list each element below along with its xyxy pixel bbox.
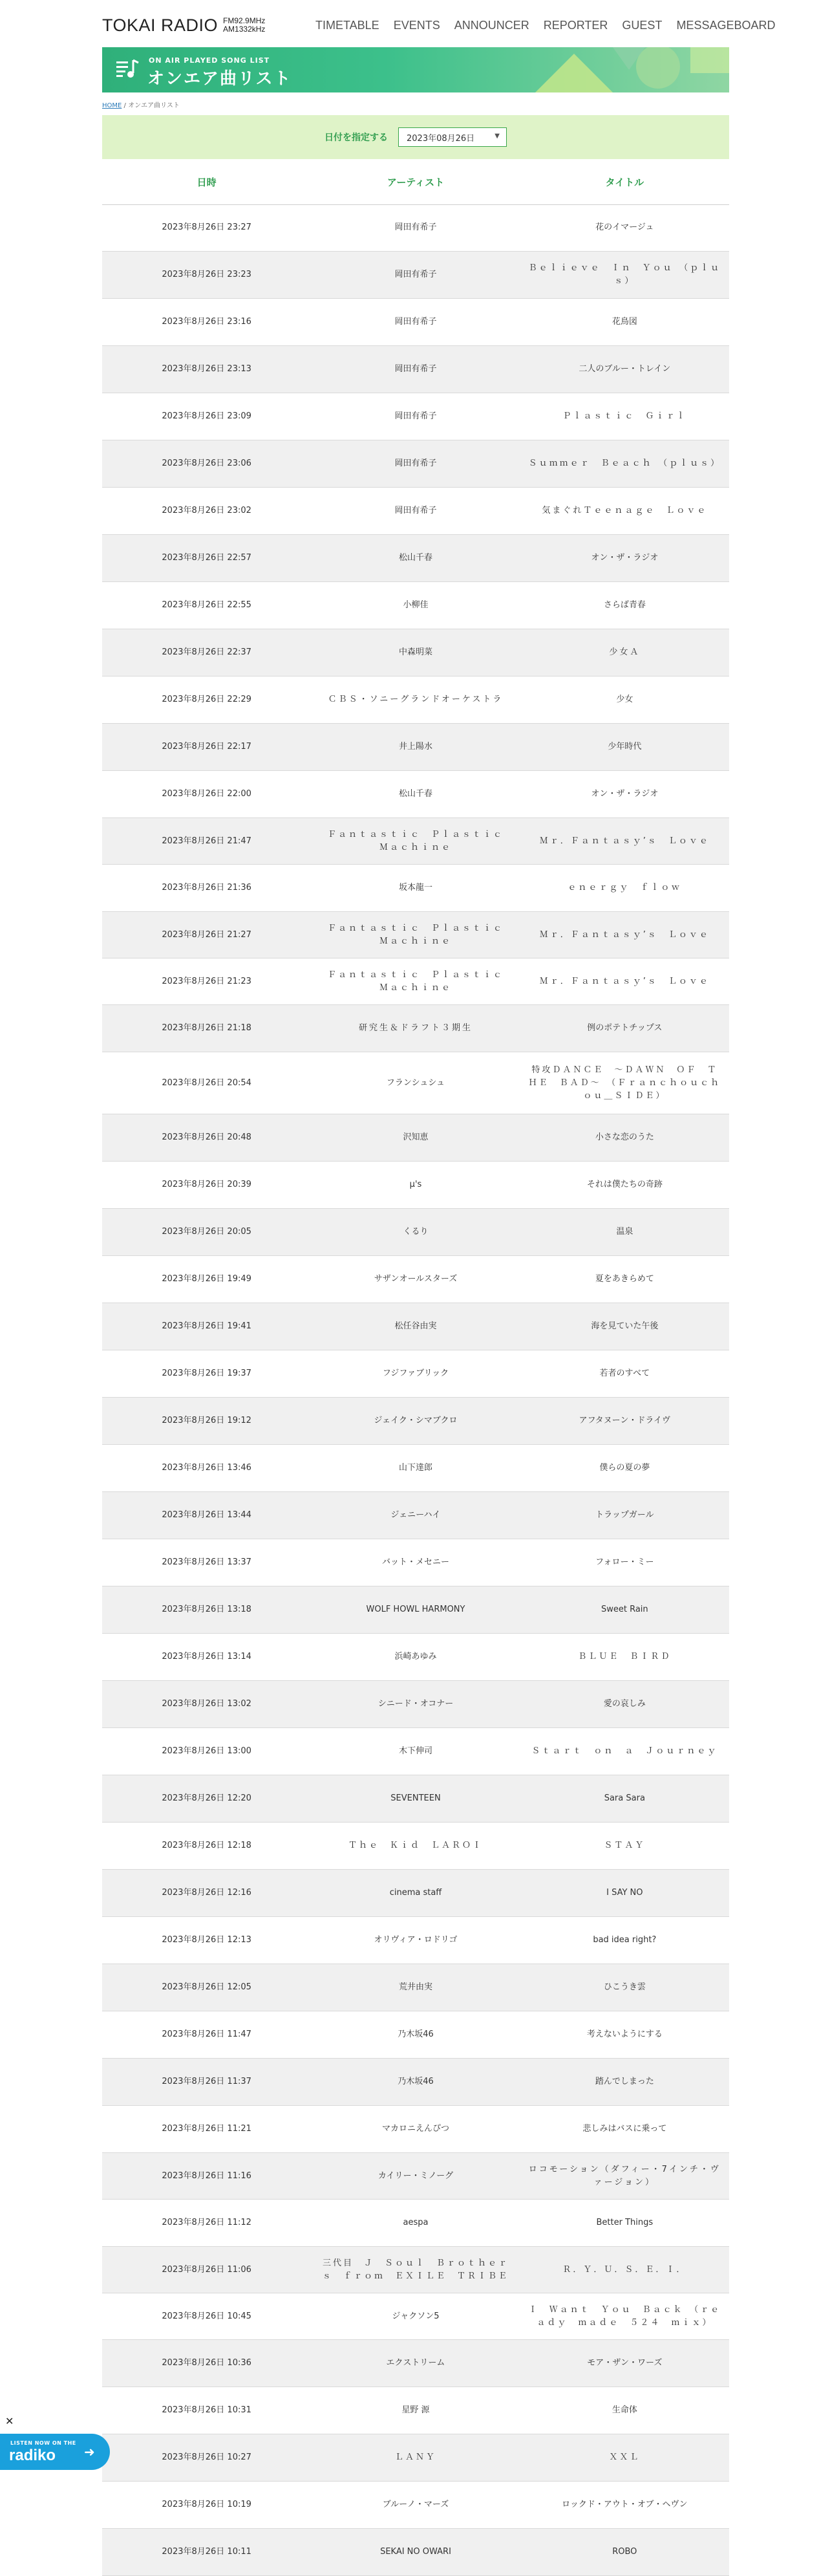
cell-datetime: 2023年8月26日 11:37 <box>162 2077 251 2086</box>
cell-title: 生命体 <box>612 2405 637 2415</box>
cell-artist: シニード・オコナー <box>378 1699 454 1709</box>
table-row <box>102 440 729 488</box>
cell-datetime: 2023年8月26日 10:45 <box>162 2311 251 2321</box>
cell-artist: Ｆａｎｔａｓｔｉｃ Ｐｌａｓｔｉｃ Ｍａｃｈｉｎｅ <box>327 829 515 852</box>
cell-datetime: 2023年8月26日 22:17 <box>162 742 251 752</box>
table-row <box>102 2153 729 2200</box>
cell-artist: 岡田有希子 <box>394 317 437 327</box>
breadcrumb-current: オンエア曲リスト <box>128 102 180 109</box>
cell-datetime: 2023年8月26日 12:13 <box>162 1935 251 1945</box>
table-row <box>102 771 729 818</box>
cell-artist: ジャクソン5 <box>392 2311 440 2321</box>
cell-title: 少年時代 <box>608 742 642 752</box>
cell-datetime: 2023年8月26日 10:11 <box>162 2547 251 2557</box>
table-row <box>102 1823 729 1870</box>
cell-artist: 研究生＆ドラフト３期生 <box>358 1023 473 1033</box>
date-select[interactable] <box>398 127 507 147</box>
cell-title: I SAY NO <box>606 1888 643 1898</box>
cell-datetime: 2023年8月26日 10:36 <box>162 2358 251 2368</box>
cell-datetime: 2023年8月26日 21:27 <box>162 929 251 940</box>
cell-title: Ｍｒ．Ｆａｎｔａｓｙ’ｓ Ｌｏｖｅ <box>539 929 710 940</box>
cell-title: アフタヌーン・ドライヴ <box>579 1416 671 1425</box>
cell-artist: 星野 源 <box>401 2405 430 2415</box>
table-row <box>102 1162 729 1209</box>
cell-datetime: 2023年8月26日 20:54 <box>162 1077 251 1088</box>
cell-datetime: 2023年8月26日 23:13 <box>162 364 251 374</box>
table-row <box>102 393 729 440</box>
table-row <box>102 535 729 582</box>
cell-artist: ジェイク・シマブクロ <box>374 1416 458 1425</box>
cell-artist: くるり <box>403 1227 429 1237</box>
cell-datetime: 2023年8月26日 23:02 <box>162 506 251 515</box>
table-row <box>102 724 729 771</box>
date-filter-bar <box>102 115 729 159</box>
cell-title: 海を見ていた午後 <box>591 1321 659 1331</box>
table-row <box>102 2482 729 2529</box>
table-row <box>102 1681 729 1728</box>
cell-artist: aespa <box>403 2218 429 2227</box>
logo-freq-fm: FM92.9MHz <box>223 16 266 25</box>
table-row <box>102 1209 729 1256</box>
banner-decoration <box>496 47 729 92</box>
cell-datetime: 2023年8月26日 13:02 <box>162 1699 251 1709</box>
cell-title: フォロー・ミー <box>595 1557 654 1567</box>
cell-datetime: 2023年8月26日 13:00 <box>162 1746 251 1756</box>
site-logo[interactable] <box>102 12 265 39</box>
table-row <box>102 818 729 865</box>
cell-artist: エクストリーム <box>386 2358 445 2368</box>
cell-datetime: 2023年8月26日 22:57 <box>162 553 251 563</box>
cell-artist: フジファブリック <box>382 1369 449 1378</box>
cell-title: それは僕たちの奇跡 <box>586 1180 663 1189</box>
cell-datetime: 2023年8月26日 11:06 <box>162 2264 251 2275</box>
table-row <box>102 1539 729 1586</box>
cell-artist: Ｆａｎｔａｓｔｉｃ Ｐｌａｓｔｉｃ Ｍａｃｈｉｎｅ <box>327 923 515 946</box>
cell-datetime: 2023年8月26日 10:27 <box>162 2452 251 2462</box>
main-nav <box>315 12 775 39</box>
table-row <box>102 2200 729 2247</box>
cell-artist: オリヴィア・ロドリゴ <box>374 1935 458 1945</box>
table-row <box>102 1964 729 2011</box>
cell-artist: 岡田有希子 <box>394 506 437 515</box>
radiko-button[interactable] <box>0 2434 110 2470</box>
cell-title: オン・ザ・ラジオ <box>591 789 659 799</box>
music-list-icon <box>115 56 141 82</box>
cell-artist: 松山千春 <box>398 553 432 563</box>
cell-datetime: 2023年8月26日 19:12 <box>162 1416 251 1425</box>
cell-artist: 乃木坂46 <box>398 2077 434 2086</box>
cell-title: 二人のブルー・トレイン <box>579 364 671 374</box>
nav-announcer[interactable]: ANNOUNCER <box>454 18 529 32</box>
table-row <box>102 2434 729 2482</box>
cell-title: Ｐｌａｓｔｉｃ Ｇｉｒｌ <box>562 411 687 421</box>
onair-banner <box>102 47 729 92</box>
cell-title: 踏んでしまった <box>595 2077 654 2086</box>
table-row <box>102 1005 729 1052</box>
cell-datetime: 2023年8月26日 13:46 <box>162 1463 251 1473</box>
cell-datetime: 2023年8月26日 23:23 <box>162 270 251 279</box>
table-row <box>102 1870 729 1917</box>
cell-artist: Ｆａｎｔａｓｔｉｃ Ｐｌａｓｔｉｃ Ｍａｃｈｉｎｅ <box>327 969 515 993</box>
table-row <box>102 2106 729 2153</box>
table-row <box>102 1917 729 1964</box>
cell-artist: 岡田有希子 <box>394 411 437 421</box>
table-row <box>102 252 729 299</box>
chevron-down-icon: ▼ <box>495 133 500 140</box>
table-row <box>102 1586 729 1634</box>
table-row <box>102 1445 729 1492</box>
cell-artist: 小柳佳 <box>403 600 429 610</box>
column-header-artist: アーティスト <box>387 176 445 188</box>
cell-artist: サザンオールスターズ <box>374 1274 458 1284</box>
table-row <box>102 676 729 724</box>
cell-artist: カイリー・ミノーグ <box>378 2170 454 2181</box>
table-row <box>102 582 729 629</box>
table-row <box>102 1256 729 1303</box>
cell-artist: 乃木坂46 <box>398 2029 434 2039</box>
cell-title: ROBO <box>612 2547 637 2557</box>
cell-datetime: 2023年8月26日 12:16 <box>162 1888 251 1898</box>
table-row <box>102 2011 729 2059</box>
cell-artist: 岡田有希子 <box>394 459 437 468</box>
cell-artist: 岡田有希子 <box>394 364 437 374</box>
cell-datetime: 2023年8月26日 19:41 <box>162 1321 251 1331</box>
cell-datetime: 2023年8月26日 12:20 <box>162 1793 251 1803</box>
cell-datetime: 2023年8月26日 23:16 <box>162 317 251 327</box>
table-row <box>102 2059 729 2106</box>
cell-title: Ｓｔａｒｔ ｏｎ ａ Ｊｏｕｒｎｅｙ <box>531 1746 718 1756</box>
cell-datetime: 2023年8月26日 11:47 <box>162 2029 251 2039</box>
nav-guest[interactable]: GUEST <box>622 18 663 32</box>
table-row <box>102 958 729 1005</box>
cell-title: Sweet Rain <box>601 1605 648 1614</box>
cell-title: 僕らの夏の夢 <box>599 1463 650 1473</box>
cell-datetime: 2023年8月26日 23:06 <box>162 459 251 468</box>
cell-datetime: 2023年8月26日 20:48 <box>162 1132 251 1142</box>
table-row <box>102 1350 729 1398</box>
cell-artist: 荒井由実 <box>398 1982 432 1992</box>
logo-frequency <box>223 17 265 34</box>
cell-title: 気まぐれＴｅｅｎａｇｅ Ｌｏｖｅ <box>542 506 708 515</box>
arrow-right-icon: ➜ <box>84 2444 95 2460</box>
nav-messageboard[interactable]: MESSAGEBOARD <box>676 18 776 32</box>
cell-artist: 松任谷由実 <box>394 1321 437 1331</box>
cell-artist: 三代目 Ｊ Ｓｏｕｌ Ｂｒｏｔｈｅｒｓ ｆｒｏｍ ＥＸＩＬＥ ＴＲＩＢＥ <box>322 2258 509 2281</box>
table-header <box>102 159 729 205</box>
cell-title: Ｓｕｍｍｅｒ Ｂｅａｃｈ （ｐｌｕｓ） <box>528 459 721 468</box>
cell-artist: ＬＡＮＹ <box>394 2452 436 2462</box>
cell-artist: ジェニーハイ <box>390 1510 441 1520</box>
date-filter-label: 日付を指定する <box>325 133 388 143</box>
table-row <box>102 629 729 676</box>
cell-title: 花のイマージュ <box>595 222 654 232</box>
cell-title: 愛の哀しみ <box>603 1699 646 1709</box>
cell-title: 考えないようにする <box>586 2029 663 2039</box>
cell-title: 花鳥図 <box>612 317 637 327</box>
cell-artist: 山下達郎 <box>398 1463 432 1473</box>
cell-artist: Ｔｈｅ Ｋｉｄ ＬＡＲＯＩ <box>348 1841 483 1850</box>
breadcrumb-separator: / <box>123 102 126 109</box>
table-row <box>102 1114 729 1162</box>
table-row <box>102 1398 729 1445</box>
cell-artist: 井上陽水 <box>398 742 432 752</box>
cell-artist: 浜崎あゆみ <box>394 1652 437 1661</box>
cell-datetime: 2023年8月26日 11:12 <box>162 2218 251 2227</box>
cell-title: Ｉ Ｗａｎｔ Ｙｏｕ Ｂａｃｋ （ｒｅａｄｙ ｍａｄｅ ５２４ ｍｉｘ） <box>528 2304 721 2328</box>
song-table-body <box>102 204 729 2576</box>
date-select-value: 2023年08月26日 <box>407 133 475 144</box>
cell-title: さらば青春 <box>603 600 646 610</box>
table-row <box>102 1492 729 1539</box>
cell-datetime: 2023年8月26日 22:29 <box>162 695 251 704</box>
cell-datetime: 2023年8月26日 13:37 <box>162 1557 251 1567</box>
cell-title: Ｍｒ．Ｆａｎｔａｓｙ’ｓ Ｌｏｖｅ <box>539 836 710 846</box>
cell-artist: バット・メセニー <box>381 1557 449 1567</box>
cell-title: ＸＸＬ <box>609 2452 641 2462</box>
cell-datetime: 2023年8月26日 10:19 <box>162 2500 251 2509</box>
cell-datetime: 2023年8月26日 19:37 <box>162 1369 251 1378</box>
table-row <box>102 2247 729 2293</box>
cell-artist: ブルーノ・マーズ <box>382 2500 449 2509</box>
cell-artist: ＣＢＳ・ソニーグランドオーケストラ <box>328 695 504 704</box>
cell-artist: 坂本龍一 <box>398 883 432 893</box>
cell-title: 少女Ａ <box>609 647 641 657</box>
table-row <box>102 1052 729 1114</box>
cell-artist: 中森明菜 <box>398 647 432 657</box>
table-row <box>102 1634 729 1681</box>
radiko-caption: LISTEN NOW ON THE <box>10 2440 76 2446</box>
nav-reporter[interactable]: REPORTER <box>543 18 608 32</box>
cell-artist: 沢知恵 <box>403 1132 429 1142</box>
cell-datetime: 2023年8月26日 23:09 <box>162 411 251 421</box>
close-icon[interactable]: ✕ <box>5 2415 14 2427</box>
cell-title: 例のポテトチップス <box>587 1023 663 1033</box>
banner-subtitle: ON AIR PLAYED SONG LIST <box>149 56 270 65</box>
cell-title: Sara Sara <box>604 1793 645 1803</box>
table-row <box>102 2293 729 2340</box>
cell-datetime: 2023年8月26日 21:36 <box>162 883 251 893</box>
breadcrumb-home[interactable]: HOME <box>102 102 122 109</box>
cell-datetime: 2023年8月26日 22:37 <box>162 647 251 657</box>
cell-datetime: 2023年8月26日 21:47 <box>162 836 251 846</box>
cell-title: 小さな恋のうた <box>595 1132 654 1142</box>
radiko-logo: radiko <box>9 2447 56 2464</box>
cell-title: ｅｎｅｒｇｙ ｆｌｏｗ <box>568 883 682 893</box>
cell-title: 悲しみはバスに乗って <box>582 2124 667 2134</box>
cell-title: Ｒ．Ｙ．Ｕ．Ｓ．Ｅ．Ｉ． <box>562 2264 687 2275</box>
logo-freq-am: AM1332kHz <box>223 25 266 34</box>
cell-artist: フランシュシュ <box>386 1077 445 1088</box>
nav-timetable[interactable]: TIMETABLE <box>315 18 379 32</box>
table-row <box>102 2387 729 2434</box>
cell-artist: 岡田有希子 <box>394 270 437 279</box>
cell-artist: 岡田有希子 <box>394 222 437 232</box>
cell-title: bad idea right? <box>593 1935 657 1945</box>
cell-title: ＢＬＵＥ ＢＩＲＤ <box>578 1652 672 1661</box>
cell-title: ロコモーション（ダフィー・7インチ・ヴァージョン） <box>528 2164 721 2187</box>
cell-datetime: 2023年8月26日 21:23 <box>162 976 251 986</box>
table-row <box>102 912 729 958</box>
cell-title: モア・ザン・ワーズ <box>587 2358 663 2368</box>
cell-artist: マカロニえんぴつ <box>381 2124 449 2134</box>
cell-title: オン・ザ・ラジオ <box>591 553 659 563</box>
cell-artist: 松山千春 <box>398 789 432 799</box>
table-row <box>102 1728 729 1775</box>
cell-datetime: 2023年8月26日 22:55 <box>162 600 251 610</box>
cell-datetime: 2023年8月26日 11:16 <box>162 2170 251 2181</box>
cell-title: ＳＴＡＹ <box>604 1841 646 1850</box>
nav-events[interactable]: EVENTS <box>393 18 440 32</box>
cell-title: 夏をあきらめて <box>595 1274 654 1284</box>
table-row <box>102 346 729 393</box>
cell-datetime: 2023年8月26日 12:18 <box>162 1841 251 1850</box>
column-header-title: タイトル <box>605 176 644 188</box>
cell-title: 温泉 <box>616 1227 633 1237</box>
cell-title: Ｍｒ．Ｆａｎｔａｓｙ’ｓ Ｌｏｖｅ <box>539 976 710 986</box>
cell-datetime: 2023年8月26日 20:39 <box>162 1180 251 1189</box>
table-row <box>102 1775 729 1823</box>
cell-title: Better Things <box>596 2218 654 2227</box>
table-row <box>102 488 729 535</box>
cell-artist: SEKAI NO OWARI <box>380 2547 451 2557</box>
cell-datetime: 2023年8月26日 20:05 <box>162 1227 251 1237</box>
cell-datetime: 2023年8月26日 22:00 <box>162 789 251 799</box>
cell-artist: μ's <box>409 1180 422 1189</box>
cell-title: 若者のすべて <box>599 1369 650 1378</box>
table-row <box>102 865 729 912</box>
cell-title: ロックド・アウト・オブ・ヘヴン <box>562 2500 688 2509</box>
breadcrumb <box>102 100 180 109</box>
table-row <box>102 204 729 252</box>
column-header-datetime: 日時 <box>197 176 217 188</box>
cell-title: Ｂｅｌｉｅｖｅ Ｉｎ Ｙｏｕ （ｐｌｕｓ） <box>528 263 721 286</box>
table-row <box>102 299 729 346</box>
cell-datetime: 2023年8月26日 19:49 <box>162 1274 251 1284</box>
site-header <box>102 12 776 39</box>
cell-artist: 木下伸司 <box>398 1746 432 1756</box>
cell-title: ひこうき雲 <box>603 1982 646 1992</box>
table-row <box>102 2340 729 2387</box>
cell-datetime: 2023年8月26日 12:05 <box>162 1982 251 1992</box>
banner-title: オンエア曲リスト <box>147 69 292 89</box>
cell-datetime: 2023年8月26日 13:14 <box>162 1652 251 1661</box>
table-row <box>102 1303 729 1350</box>
cell-artist: WOLF HOWL HARMONY <box>366 1605 465 1614</box>
cell-title: トラップガール <box>595 1510 654 1520</box>
cell-datetime: 2023年8月26日 21:18 <box>162 1023 251 1033</box>
cell-datetime: 2023年8月26日 11:21 <box>162 2124 251 2134</box>
cell-title: 特攻ＤＡＮＣＥ ～ＤＡＷＮ ＯＦ ＴＨＥ ＢＡＤ～ （Ｆｒａｎｃｈｏｕｃｈｏｕ＿ＳＩＤＥ） <box>528 1065 721 1101</box>
cell-datetime: 2023年8月26日 13:18 <box>162 1605 251 1614</box>
table-row <box>102 2529 729 2576</box>
cell-artist: SEVENTEEN <box>390 1793 441 1803</box>
cell-datetime: 2023年8月26日 23:27 <box>162 222 251 232</box>
logo-text: TOKAI RADIO <box>102 15 218 35</box>
cell-artist: cinema staff <box>389 1888 442 1898</box>
cell-datetime: 2023年8月26日 13:44 <box>162 1510 251 1520</box>
cell-datetime: 2023年8月26日 10:31 <box>162 2405 251 2415</box>
cell-title: 少女 <box>616 695 633 704</box>
